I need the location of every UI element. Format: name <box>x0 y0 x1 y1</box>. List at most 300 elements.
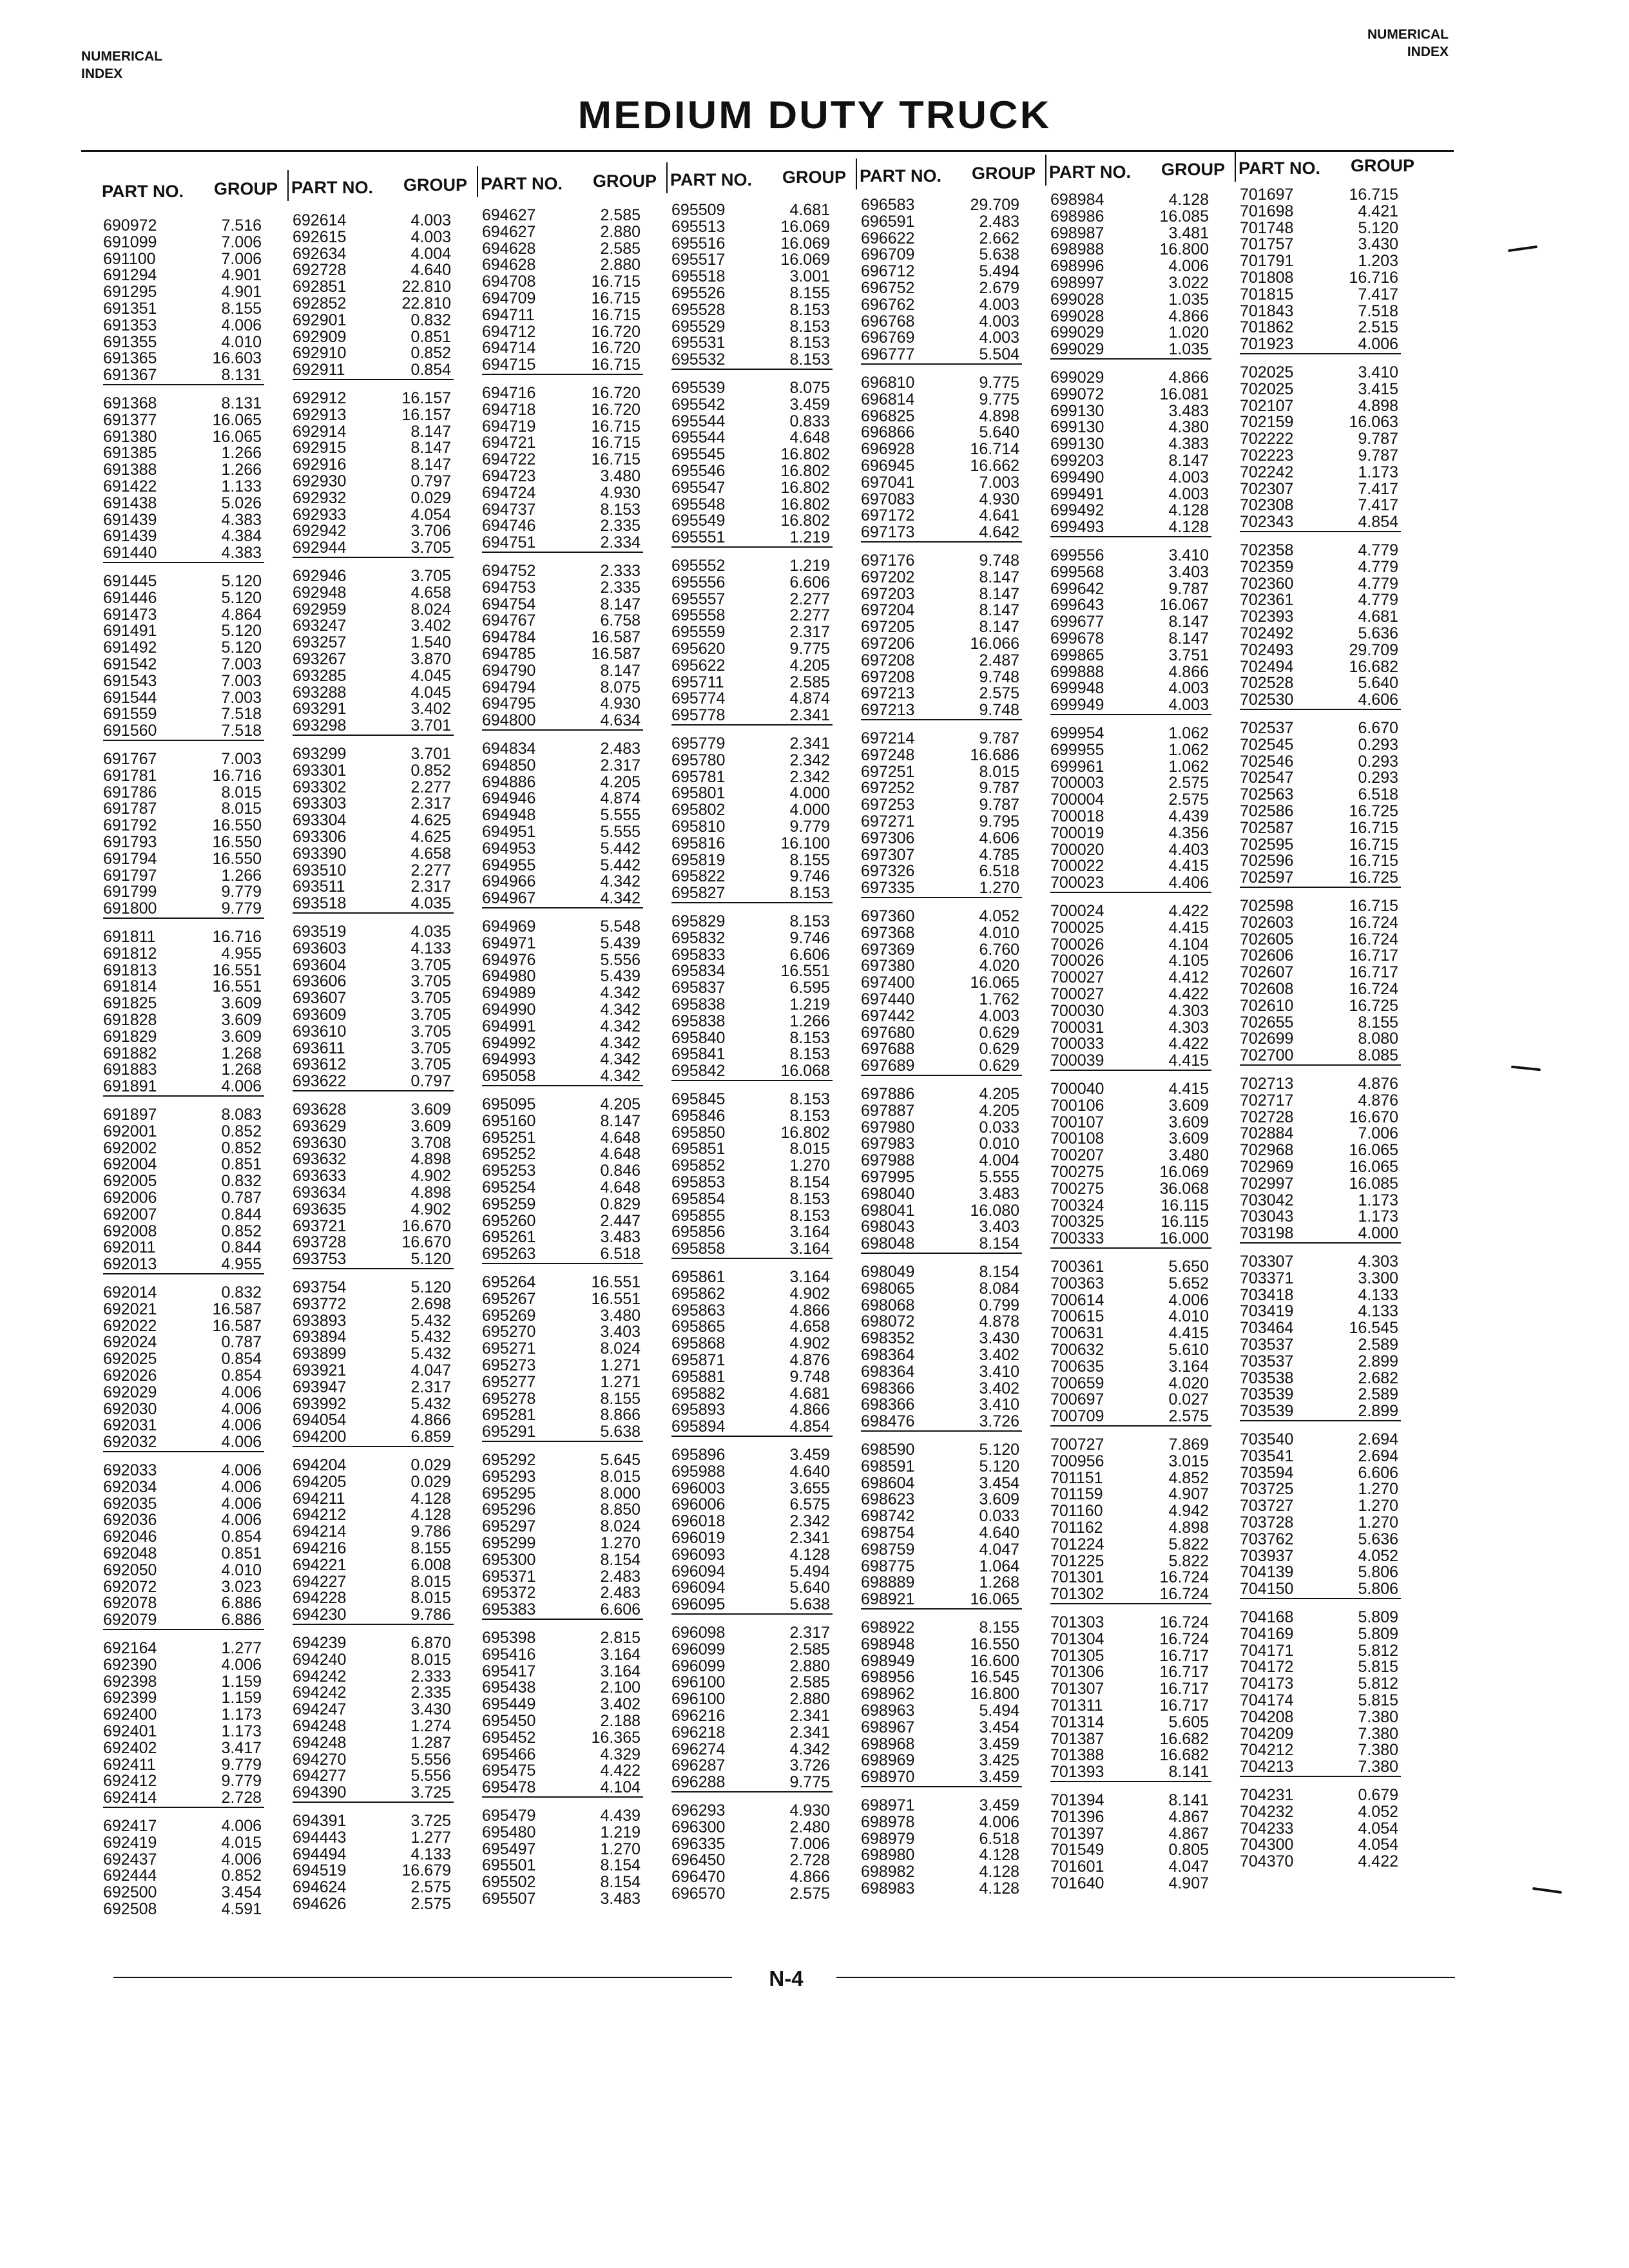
group-number: 4.047 <box>410 1361 451 1379</box>
table-row <box>1240 204 1401 220</box>
table-row <box>103 1479 264 1496</box>
group-number: 4.864 <box>221 605 262 624</box>
table-row <box>293 1813 454 1830</box>
part-number: 694946 <box>482 789 536 808</box>
group-number: 1.270 <box>600 1533 641 1552</box>
group-number: 4.779 <box>1358 591 1398 610</box>
table-row <box>482 1146 643 1163</box>
entry-block <box>103 1463 264 1630</box>
entry-block <box>861 1264 1022 1432</box>
part-number: 699493 <box>1050 518 1104 537</box>
table-row <box>103 1140 264 1157</box>
group-number: 3.415 <box>1358 380 1398 398</box>
part-number: 695868 <box>671 1334 726 1353</box>
group-number: 4.052 <box>1358 1802 1398 1821</box>
part-number: 701303 <box>1050 1613 1104 1631</box>
table-row <box>293 1768 454 1785</box>
group-number: 4.010 <box>1168 1307 1209 1326</box>
footer-rule-right <box>836 1977 1455 1978</box>
table-row <box>1050 1053 1211 1070</box>
part-number: 702606 <box>1240 947 1294 965</box>
group-number: 4.942 <box>1168 1502 1209 1521</box>
part-number: 693628 <box>293 1100 347 1119</box>
part-number: 703539 <box>1240 1402 1294 1421</box>
group-number: 9.786 <box>410 1523 451 1541</box>
part-number: 694751 <box>482 533 536 552</box>
table-row <box>293 229 454 246</box>
group-number: 8.131 <box>221 394 262 412</box>
group-number: 6.606 <box>789 945 830 964</box>
part-number: 694767 <box>482 611 536 630</box>
part-number: 697980 <box>861 1118 915 1137</box>
group-number: 5.640 <box>1358 674 1398 693</box>
group-number: 4.640 <box>789 1462 830 1481</box>
part-number: 702492 <box>1240 624 1294 642</box>
part-number: 691800 <box>103 899 157 918</box>
group-number: 5.809 <box>1358 1624 1398 1643</box>
group-number: 0.033 <box>979 1118 1019 1137</box>
group-number: 16.065 <box>970 1590 1019 1609</box>
group-number: 7.003 <box>979 473 1019 492</box>
part-number: 700025 <box>1050 918 1104 937</box>
part-number: 695502 <box>482 1873 536 1892</box>
group-number: 4.383 <box>1168 435 1209 454</box>
part-number: 694239 <box>293 1634 347 1652</box>
table-row <box>482 1825 643 1841</box>
part-number: 694886 <box>482 773 536 791</box>
part-number: 691560 <box>103 722 157 740</box>
part-number: 704174 <box>1240 1691 1294 1709</box>
part-number: 695516 <box>671 234 726 253</box>
part-number: 695449 <box>482 1695 536 1714</box>
part-number: 704209 <box>1240 1724 1294 1743</box>
part-number: 700635 <box>1050 1357 1104 1376</box>
group-number: 5.555 <box>979 1168 1019 1186</box>
table-row <box>1240 737 1401 754</box>
part-number: 702308 <box>1240 496 1294 515</box>
part-number: 700709 <box>1050 1407 1104 1426</box>
group-number: 7.006 <box>1358 1124 1398 1143</box>
table-row <box>1050 192 1211 209</box>
entry-block <box>1050 903 1211 1071</box>
column-separator <box>666 162 668 193</box>
part-number: 693728 <box>293 1233 347 1252</box>
part-number: 692031 <box>103 1416 157 1435</box>
entry-block <box>671 736 833 903</box>
group-number: 0.010 <box>979 1135 1019 1153</box>
part-number: 694722 <box>482 450 536 469</box>
table-row <box>1050 1036 1211 1053</box>
table-row <box>671 513 833 530</box>
group-number: 2.487 <box>979 651 1019 669</box>
title-rule <box>81 150 1454 152</box>
table-row <box>482 985 643 1002</box>
column-header-group: GROUP <box>1351 156 1415 175</box>
group-number: 4.006 <box>1168 257 1209 276</box>
table-row <box>293 1102 454 1119</box>
part-number: 702969 <box>1240 1157 1294 1176</box>
group-number: 2.317 <box>789 623 830 642</box>
part-number: 699948 <box>1050 679 1104 698</box>
part-number: 691439 <box>103 510 157 529</box>
part-number: 693247 <box>293 617 347 635</box>
part-number: 698048 <box>861 1235 915 1253</box>
table-row <box>103 1640 264 1657</box>
part-number: 699642 <box>1050 579 1104 598</box>
group-number: 2.880 <box>600 222 641 241</box>
part-number: 695478 <box>482 1778 536 1797</box>
table-row <box>103 1546 264 1562</box>
part-number: 694205 <box>293 1472 347 1491</box>
group-number: 16.670 <box>401 1233 451 1252</box>
group-number: 0.629 <box>979 1023 1019 1042</box>
part-number: 703537 <box>1240 1335 1294 1354</box>
part-number: 695896 <box>671 1446 726 1464</box>
table-row <box>1050 1081 1211 1098</box>
part-number: 694228 <box>293 1589 347 1608</box>
part-number: 695278 <box>482 1389 536 1408</box>
table-row <box>671 1191 833 1208</box>
part-number: 694390 <box>293 1783 347 1802</box>
column-separator <box>1235 151 1236 182</box>
group-number: 5.120 <box>221 572 262 590</box>
group-number: 0.805 <box>1168 1841 1209 1860</box>
group-number: 4.876 <box>1358 1091 1398 1110</box>
table-row <box>1240 803 1401 820</box>
part-number: 698988 <box>1050 240 1104 259</box>
corner-left-line1: NUMERICAL <box>81 49 162 64</box>
table-row <box>293 879 454 896</box>
group-number: 2.585 <box>789 1640 830 1658</box>
group-number: 4.128 <box>979 1846 1019 1865</box>
table-row <box>1240 981 1401 998</box>
group-number: 9.748 <box>789 1367 830 1386</box>
table-row <box>671 269 833 285</box>
table-row <box>861 297 1022 314</box>
table-row <box>293 746 454 763</box>
part-number: 695548 <box>671 495 726 514</box>
part-number: 692048 <box>103 1544 157 1562</box>
entry-block <box>1240 720 1401 888</box>
group-number: 3.609 <box>221 1027 262 1046</box>
table-row <box>861 197 1022 214</box>
part-number: 692508 <box>103 1899 157 1918</box>
part-number: 692851 <box>293 278 347 296</box>
part-number: 696450 <box>671 1851 726 1870</box>
table-row <box>482 890 643 907</box>
table-row <box>861 1847 1022 1864</box>
part-number: 700727 <box>1050 1436 1104 1454</box>
group-number: 5.640 <box>979 423 1019 442</box>
part-number: 694200 <box>293 1428 347 1446</box>
group-number: 8.085 <box>1358 1046 1398 1065</box>
group-number: 8.153 <box>789 912 830 930</box>
group-number: 2.575 <box>410 1878 451 1897</box>
table-row <box>293 1313 454 1330</box>
group-number: 8.155 <box>979 1619 1019 1637</box>
group-number: 4.000 <box>789 784 830 803</box>
group-number: 8.075 <box>600 678 641 697</box>
group-number: 1.219 <box>789 528 830 547</box>
part-number: 693633 <box>293 1167 347 1186</box>
table-row <box>103 528 264 545</box>
table-row <box>671 675 833 691</box>
group-number: 3.609 <box>1168 1113 1209 1131</box>
group-number: 1.203 <box>1358 252 1398 271</box>
part-number: 696019 <box>671 1528 726 1547</box>
table-row <box>482 385 643 402</box>
group-number: 3.454 <box>979 1474 1019 1492</box>
group-number: 0.851 <box>221 1544 262 1562</box>
group-number: 4.133 <box>1358 1285 1398 1304</box>
group-number: 3.430 <box>979 1329 1019 1348</box>
part-number: 695802 <box>671 801 726 820</box>
group-number: 4.867 <box>1168 1807 1209 1826</box>
entry-block <box>1050 1081 1211 1249</box>
part-number: 691794 <box>103 849 157 868</box>
table-row <box>103 785 264 802</box>
part-number: 695271 <box>482 1340 536 1358</box>
table-row <box>1050 792 1211 809</box>
table-row <box>861 214 1022 231</box>
part-number: 702968 <box>1240 1141 1294 1160</box>
part-number: 695871 <box>671 1350 726 1369</box>
table-row <box>293 523 454 540</box>
group-number: 4.422 <box>1168 902 1209 920</box>
group-number: 5.645 <box>600 1451 641 1469</box>
group-number: 1.064 <box>979 1557 1019 1575</box>
part-number: 690972 <box>103 216 157 235</box>
part-number: 699865 <box>1050 646 1104 664</box>
table-row <box>293 490 454 507</box>
part-number: 692398 <box>103 1672 157 1691</box>
group-number: 5.809 <box>1358 1608 1398 1626</box>
group-number: 0.832 <box>221 1172 262 1191</box>
group-number: 8.083 <box>221 1106 262 1124</box>
part-number: 696006 <box>671 1495 726 1514</box>
table-row <box>482 713 643 729</box>
part-number: 702563 <box>1240 785 1294 804</box>
part-number: 702546 <box>1240 752 1294 771</box>
group-number: 8.153 <box>789 1090 830 1108</box>
part-number: 692852 <box>293 294 347 312</box>
part-number: 692078 <box>103 1594 157 1613</box>
part-number: 695988 <box>671 1462 726 1481</box>
table-row <box>861 1864 1022 1881</box>
table-row <box>861 1169 1022 1186</box>
part-number: 694714 <box>482 339 536 358</box>
table-row <box>1050 1553 1211 1570</box>
group-number: 3.403 <box>979 1218 1019 1236</box>
group-number: 16.157 <box>401 389 451 407</box>
table-row <box>482 1535 643 1552</box>
table-row <box>1050 953 1211 970</box>
group-number: 0.852 <box>410 344 451 363</box>
table-row <box>293 1057 454 1073</box>
table-row <box>103 318 264 334</box>
table-row <box>1050 486 1211 503</box>
part-number: 693257 <box>293 633 347 652</box>
part-number: 692030 <box>103 1399 157 1418</box>
table-row <box>103 1657 264 1674</box>
part-number: 695300 <box>482 1550 536 1569</box>
entry-block <box>293 1813 454 1913</box>
part-number: 695383 <box>482 1600 536 1619</box>
part-number: 704172 <box>1240 1658 1294 1677</box>
group-number: 4.606 <box>1358 691 1398 709</box>
table-row <box>1050 1486 1211 1503</box>
entry-block <box>1050 548 1211 715</box>
group-number: 8.015 <box>221 800 262 818</box>
part-number: 691787 <box>103 800 157 818</box>
part-number: 695264 <box>482 1273 536 1291</box>
part-number: 692014 <box>103 1283 157 1302</box>
table-row <box>482 485 643 502</box>
part-number: 702223 <box>1240 446 1294 465</box>
group-number: 5.806 <box>1358 1563 1398 1582</box>
group-number: 16.800 <box>970 1685 1019 1704</box>
table-row <box>293 507 454 524</box>
table-row <box>671 1125 833 1142</box>
part-number: 691543 <box>103 671 157 690</box>
table-row <box>1240 303 1401 320</box>
table-row <box>861 347 1022 363</box>
group-number: 16.802 <box>780 512 830 530</box>
group-number: 5.442 <box>600 839 641 858</box>
part-number: 700004 <box>1050 791 1104 809</box>
table-row <box>103 1173 264 1190</box>
part-number: 697173 <box>861 523 915 542</box>
group-number: 4.930 <box>600 695 641 713</box>
group-number: 8.147 <box>410 456 451 474</box>
group-number: 0.829 <box>600 1195 641 1213</box>
table-row <box>1240 270 1401 287</box>
table-row <box>1050 597 1211 614</box>
group-number: 5.638 <box>600 1423 641 1441</box>
group-number: 5.548 <box>600 918 641 936</box>
group-number: 4.383 <box>221 510 262 529</box>
group-number: 6.760 <box>979 940 1019 959</box>
part-number: 694795 <box>482 695 536 713</box>
group-number: 4.898 <box>979 407 1019 425</box>
group-number: 4.303 <box>1168 1018 1209 1037</box>
part-number: 694967 <box>482 889 536 908</box>
table-row <box>671 1091 833 1108</box>
part-number: 698987 <box>1050 224 1104 242</box>
table-row <box>861 1364 1022 1381</box>
table-row <box>671 480 833 497</box>
table-row <box>293 213 454 229</box>
table-row <box>1050 1470 1211 1487</box>
table-row <box>671 1224 833 1241</box>
table-row <box>293 1024 454 1041</box>
group-number: 1.762 <box>979 990 1019 1008</box>
group-number: 6.518 <box>1358 785 1398 804</box>
table-row <box>293 1346 454 1363</box>
group-number: 0.293 <box>1358 735 1398 754</box>
part-number: 697360 <box>861 907 915 925</box>
corner-right-line2: INDEX <box>1407 44 1449 59</box>
part-number: 695781 <box>671 767 726 786</box>
table-row <box>861 975 1022 992</box>
group-number: 5.640 <box>789 1579 830 1597</box>
part-number: 701843 <box>1240 302 1294 320</box>
part-number: 697203 <box>861 584 915 603</box>
group-number: 16.717 <box>1159 1696 1209 1715</box>
table-row <box>103 1012 264 1029</box>
table-row <box>293 1685 454 1702</box>
part-number: 695259 <box>482 1195 536 1213</box>
group-number: 16.715 <box>1349 897 1398 915</box>
table-row <box>1240 692 1401 709</box>
part-number: 702359 <box>1240 557 1294 576</box>
table-row <box>671 1303 833 1320</box>
table-row <box>1050 1181 1211 1198</box>
group-number: 5.812 <box>1358 1641 1398 1660</box>
entry-block <box>103 1285 264 1452</box>
table-row <box>861 1686 1022 1703</box>
group-number: 5.812 <box>1358 1675 1398 1693</box>
part-number: 693992 <box>293 1394 347 1413</box>
part-number: 695252 <box>482 1145 536 1164</box>
group-number: 16.802 <box>780 478 830 497</box>
part-number: 693390 <box>293 844 347 863</box>
part-number: 699072 <box>1050 385 1104 403</box>
group-number: 29.709 <box>970 196 1019 214</box>
part-number: 695557 <box>671 590 726 608</box>
group-number: 16.715 <box>591 434 641 452</box>
part-number: 693606 <box>293 972 347 991</box>
group-number: 0.852 <box>221 1222 262 1240</box>
group-number: 4.003 <box>979 312 1019 331</box>
part-number: 698364 <box>861 1345 915 1364</box>
table-row <box>482 936 643 952</box>
part-number: 696003 <box>671 1479 726 1497</box>
part-number: 701302 <box>1050 1585 1104 1604</box>
entry-block <box>482 919 643 1086</box>
part-number: 693622 <box>293 1072 347 1091</box>
column-header-part-no: PART NO. <box>102 182 184 201</box>
part-number: 698982 <box>861 1863 915 1881</box>
group-number: 36.068 <box>1159 1179 1209 1198</box>
group-number: 5.650 <box>1168 1258 1209 1276</box>
group-number: 4.133 <box>410 939 451 957</box>
group-number: 2.483 <box>600 1584 641 1602</box>
group-number: 2.899 <box>1358 1402 1398 1421</box>
table-row <box>482 1374 643 1391</box>
part-number: 692024 <box>103 1333 157 1352</box>
part-number: 695450 <box>482 1711 536 1730</box>
table-row <box>1240 1854 1401 1870</box>
column-header-group: GROUP <box>403 175 468 195</box>
part-number: 697251 <box>861 762 915 781</box>
part-number: 702655 <box>1240 1013 1294 1032</box>
table-row <box>671 1547 833 1564</box>
part-number: 691351 <box>103 299 157 318</box>
part-number: 692029 <box>103 1383 157 1401</box>
table-row <box>293 1041 454 1057</box>
table-row <box>671 947 833 964</box>
group-number: 8.147 <box>1168 451 1209 470</box>
table-row <box>103 251 264 268</box>
table-row <box>1050 631 1211 648</box>
table-row <box>482 1647 643 1664</box>
part-number: 702595 <box>1240 835 1294 854</box>
part-number: 695838 <box>671 1012 726 1030</box>
part-number: 695371 <box>482 1567 536 1586</box>
table-row <box>482 1763 643 1780</box>
group-number: 4.006 <box>221 1077 262 1096</box>
